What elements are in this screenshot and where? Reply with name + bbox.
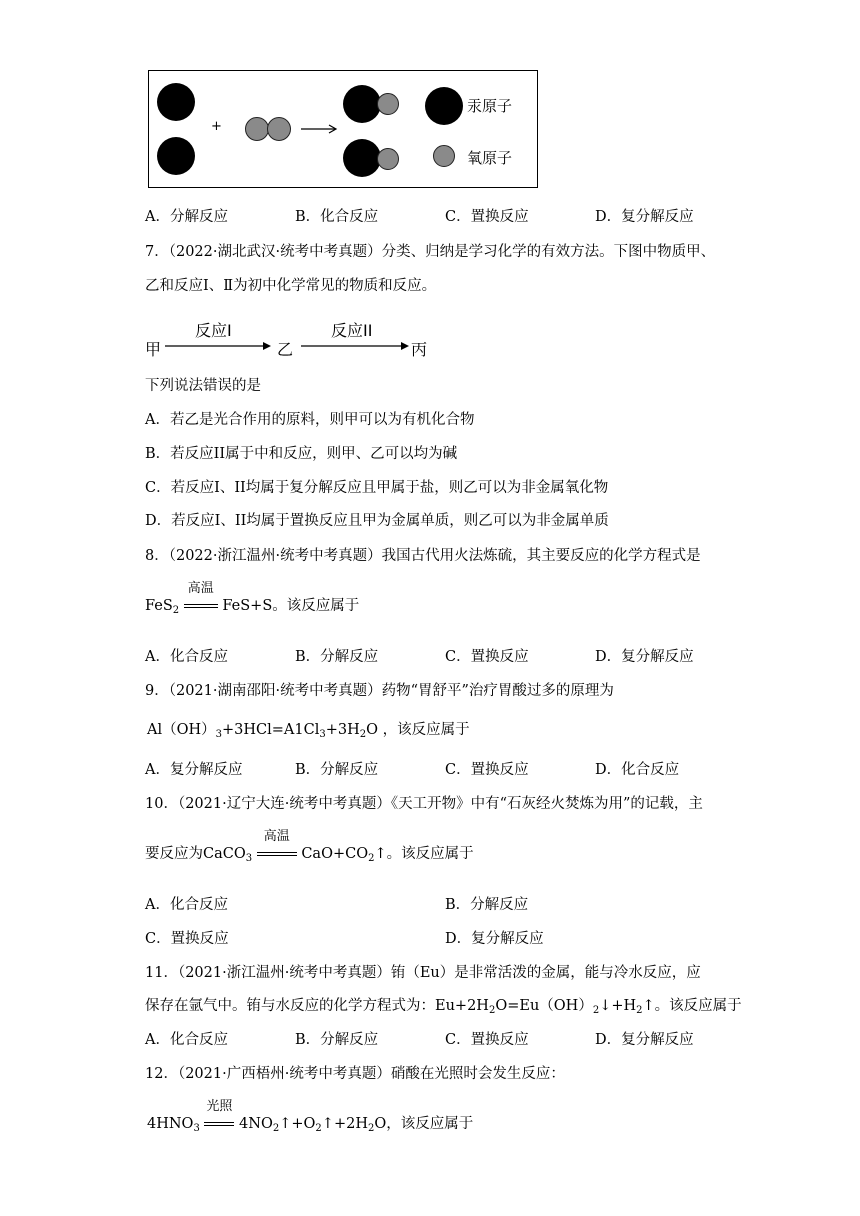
reaction-arrow-icon — [301, 123, 341, 135]
q6-option-b: B．化合反应 — [295, 209, 379, 225]
q10-eq-condition — [257, 829, 297, 864]
q9-option-a: A．复分解反应 — [145, 762, 243, 778]
q7-option-a: A．若乙是光合作用的原料，则甲可以为有机化合物 — [145, 412, 475, 428]
q8-option-d: D．复分解反应 — [595, 649, 694, 665]
q9-eq-c: +3H — [325, 722, 360, 738]
mercury-atom — [343, 139, 381, 177]
q12-stem-line1: 12．（2021·广西梧州·统考中考真题）硝酸在光照时会发生反应： — [145, 1066, 565, 1082]
q8-option-b: B．分解反应 — [295, 649, 379, 665]
q11-stem-line2 — [145, 996, 742, 1021]
q9-stem-line1: 9．（2021·湖南邵阳·统考中考真题）药物“胃舒平”治疗胃酸过多的原理为 — [145, 683, 614, 699]
double-line-icon — [257, 852, 297, 856]
oxygen-atom — [377, 93, 399, 115]
q11-option-b: B．分解反应 — [295, 1032, 379, 1048]
q10-eq-pre: 要反应为CaCO — [145, 846, 246, 862]
q9-eq-d: O ，该反应属于 — [366, 722, 470, 738]
legend-mercury-label: 汞原子 — [467, 97, 513, 115]
q6-option-a: A．分解反应 — [145, 209, 228, 225]
q11-eq-a: 保存在氩气中。铕与水反应的化学方程式为：Eu+2H — [145, 998, 489, 1014]
legend-mercury-icon — [425, 87, 463, 125]
q10-equation — [145, 829, 474, 869]
q11-eq-sub2: 2 — [592, 1005, 600, 1016]
q11-eq-d: ↑。该反应属于 — [642, 998, 742, 1014]
q12-eq-r4: O，该反应属于 — [374, 1116, 474, 1132]
q12-eq-left-sub: 3 — [193, 1123, 200, 1134]
q10-option-a: A．化合反应 — [145, 897, 228, 913]
q10-stem-line1: 10．（2021·辽宁大连·统考中考真题）《天工开物》中有“石灰经火焚炼为用”的记载，主 — [145, 796, 703, 812]
q12-eq-left: 4HNO — [147, 1116, 194, 1132]
q7-label-2: 反应II — [331, 321, 373, 340]
q9-eq-c-sub: 2 — [359, 729, 367, 740]
q7-option-b: B．若反应II属于中和反应，则甲、乙可以均为碱 — [145, 446, 458, 462]
q7-option-c: C．若反应Ⅰ、II均属于复分解反应且甲属于盐，则乙可以为非金属氧化物 — [145, 480, 609, 496]
q12-eq-condition — [204, 1099, 234, 1134]
q12-eq-condition-text: 光照 — [206, 1099, 233, 1114]
q11-eq-c: ↓+H — [599, 998, 637, 1014]
q7-stem-line1: 7．（2022·湖北武汉·统考中考真题）分类、归纳是学习化学的有效方法。下图中物质甲、 — [145, 244, 716, 260]
q9-option-c: C．置换反应 — [445, 762, 529, 778]
q11-stem-line1: 11．（2021·浙江温州·统考中考真题）铕（Eu）是非常活泼的金属，能与冷水反应，应 — [145, 965, 701, 981]
q8-eq-condition-text: 高温 — [187, 581, 214, 596]
legend-oxygen-label: 氧原子 — [467, 149, 513, 167]
plus-sign: + — [211, 119, 222, 134]
q9-option-d: D．化合反应 — [595, 762, 680, 778]
q12-equation — [147, 1099, 474, 1139]
reaction-diagram — [148, 70, 538, 188]
q10-eq-right-sub: 2 — [368, 853, 375, 864]
mercury-atom — [343, 85, 381, 123]
double-line-icon — [204, 1122, 234, 1126]
double-line-icon — [184, 604, 218, 608]
q11-eq-b: O=Eu（OH） — [495, 998, 593, 1014]
q7-node-c: 丙 — [411, 340, 428, 359]
q9-option-b: B．分解反应 — [295, 762, 379, 778]
q8-option-a: A．化合反应 — [145, 649, 228, 665]
q8-eq-condition — [184, 581, 218, 616]
q9-eq-b-sub: 3 — [319, 729, 326, 740]
q7-flow-diagram — [145, 318, 445, 360]
q11-eq-sub1: 2 — [488, 1005, 496, 1016]
q10-option-c: C．置换反应 — [145, 931, 229, 947]
q8-eq-right: FeS+S。该反应属于 — [222, 598, 360, 614]
legend-oxygen-icon — [433, 145, 455, 167]
q12-eq-r2-sub: 2 — [315, 1123, 322, 1134]
q8-stem-line1: 8．（2022·浙江温州·统考中考真题）我国古代用火法炼硫，其主要反应的化学方程式是 — [145, 548, 701, 564]
oxygen-atom — [267, 117, 291, 141]
q12-eq-r1: 4NO — [239, 1116, 273, 1132]
q7-label-1: 反应I — [195, 321, 232, 340]
q12-eq-r3-sub: 2 — [367, 1123, 375, 1134]
q11-option-c: C．置换反应 — [445, 1032, 529, 1048]
oxygen-atom — [377, 148, 399, 170]
q10-eq-condition-text: 高温 — [263, 829, 290, 844]
q8-option-c: C．置换反应 — [445, 649, 529, 665]
q12-eq-r2: ↑+O — [279, 1116, 316, 1132]
q10-eq-right: CaO+CO — [301, 846, 369, 862]
q9-eq-a-sub: 3 — [215, 729, 223, 740]
mercury-atom — [157, 137, 195, 175]
q10-option-b: B．分解反应 — [445, 897, 529, 913]
q7-option-d: D．若反应Ⅰ、II均属于置换反应且甲为金属单质，则乙可以为非金属单质 — [145, 513, 609, 529]
q7-node-b: 乙 — [277, 340, 294, 359]
q9-eq-a: Al（OH） — [147, 722, 216, 738]
q10-eq-pre-sub: 3 — [245, 853, 253, 864]
q12-eq-r3: ↑+2H — [321, 1116, 368, 1132]
q10-eq-end: ↑。该反应属于 — [374, 846, 474, 862]
q8-eq-left: FeS — [145, 598, 173, 614]
q12-eq-r1-sub: 2 — [272, 1123, 280, 1134]
q6-option-d: D．复分解反应 — [595, 209, 694, 225]
q7-stem-line2: 乙和反应Ⅰ、Ⅱ为初中化学常见的物质和反应。 — [145, 278, 437, 294]
q11-eq-sub3: 2 — [636, 1005, 643, 1016]
q7-prompt: 下列说法错误的是 — [145, 378, 261, 394]
q6-option-c: C．置换反应 — [445, 209, 529, 225]
q7-arrow-2-icon — [301, 340, 411, 352]
oxygen-atom — [245, 117, 269, 141]
mercury-atom — [157, 83, 195, 121]
q9-equation — [147, 720, 470, 745]
q8-equation — [145, 581, 360, 621]
q11-option-a: A．化合反应 — [145, 1032, 228, 1048]
q9-eq-b: +3HCl=A1Cl — [222, 722, 320, 738]
q10-option-d: D．复分解反应 — [445, 931, 544, 947]
q8-eq-left-sub: 2 — [172, 605, 180, 616]
q11-option-d: D．复分解反应 — [595, 1032, 694, 1048]
q7-node-a: 甲 — [145, 340, 162, 359]
q7-arrow-1-icon — [165, 340, 273, 352]
